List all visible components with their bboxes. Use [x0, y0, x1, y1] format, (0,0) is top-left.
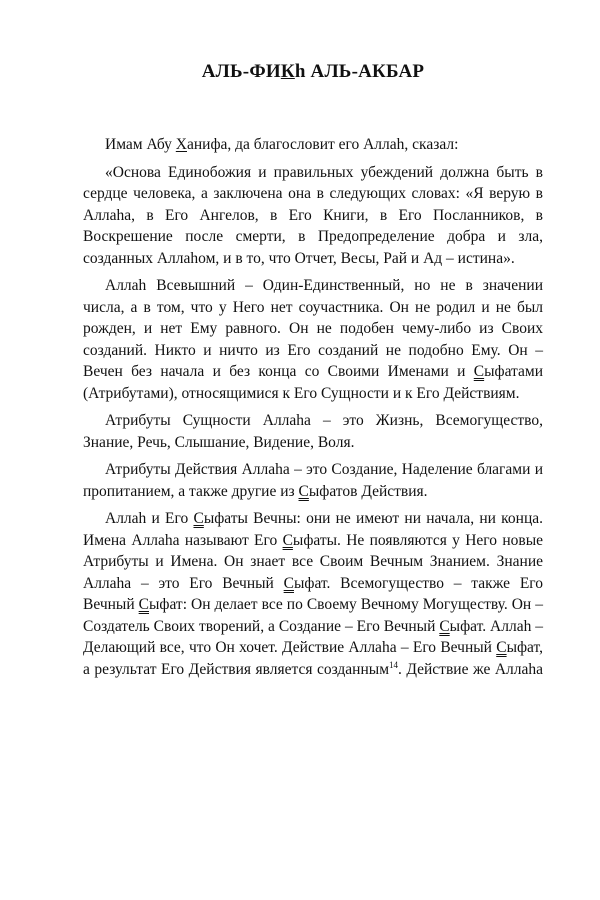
page-title [83, 60, 543, 84]
underlined-letter: С [138, 596, 149, 613]
paragraph [83, 508, 543, 680]
text-segment: ыфатов Действия. [308, 482, 428, 500]
underlined-letter: С [298, 482, 309, 500]
text-segment: ыфаты Вечны: они не имеют ни начала, ни конца. Имена Аллаhа называют Его [83, 510, 543, 549]
text-segment: ыфат: Он делает все по Своему Вечному Могуществу. Он – Создатель Своих творений, а Создание – Его Вечный [83, 596, 543, 635]
text-segment: Атрибуты Сущности Аллаhа – это Жизнь, Всемогущество, Знание, Речь, Слышание, Видение, Воля. [83, 412, 543, 451]
underlined-letter: С [439, 617, 450, 635]
underlined-letter: С [193, 510, 204, 527]
text-segment: ыфат. Всемогущество – также Его Вечный [83, 574, 544, 613]
text-segment: Аллаh Всевышний – Один-Единственный, но не в значении числа, а в том, что у Него нет соучастника. Он не родил и не был рожден, и нет Ему равного. Он не подобен чему-либо из Своих созданий. Никто и ничто из Его созданий не подобно Ему. Он – Вечен без начала и без конца со Своими Именами и [83, 277, 543, 380]
title-part-2: К [280, 61, 295, 82]
text-segment: . Действие же Аллаhа [398, 660, 543, 678]
underlined-letter: С [282, 531, 293, 549]
text-segment: Имам Абу [105, 136, 176, 153]
underlined-letter: С [283, 574, 294, 592]
paragraph [83, 410, 543, 453]
underlined-letter: Х [175, 136, 187, 153]
text-segment: Аллаh и Его [105, 510, 194, 527]
text-segment: «Основа Единобожия и правильных убеждений должна быть в сердце человека, а заключена она в следующих словах: «Я верую в Аллаhа, в Его Ангелов, в Его Книги, в Его Посланников, в Воскрешение после смерти, в Предопределение добра и зла, созданных Аллаhом, и в то, что Отчет, Весы, Рай и Ад – истина». [83, 163, 543, 267]
text-segment: ыфат, а результат Его Действия является созданным [83, 639, 543, 678]
text-segment: Атрибуты Действия Аллаhа – это Создание, Наделение благами и пропитанием, а также другие из [83, 461, 543, 500]
paragraph [83, 459, 543, 502]
paragraph [83, 275, 543, 404]
title-part-3: h АЛЬ-АКБАР [294, 61, 425, 82]
underlined-letter: С [473, 363, 485, 380]
paragraph [83, 134, 543, 156]
text-segment: анифа, да благословит его Аллаh, сказал: [187, 136, 459, 153]
paragraph [83, 162, 543, 270]
text-segment: ыфатами (Атрибутами), относящимися к Его Сущности и к Его Действиям. [83, 363, 543, 402]
text-segment: ыфаты. Не появляются у Него новые Атрибуты и Имена. Он знает все Своим Вечным Знанием. Знание Аллаhа – это Его Вечный [83, 531, 543, 592]
document-page [83, 60, 543, 686]
footnote-marker: 14 [389, 659, 398, 670]
underlined-letter: С [496, 639, 507, 656]
title-part-1: АЛЬ-ФИ [201, 61, 281, 82]
text-segment: ыфат. Аллаh – Делающий все, что Он хочет. Действие Аллаhа – Его Вечный [83, 617, 544, 656]
body-text [83, 134, 543, 680]
